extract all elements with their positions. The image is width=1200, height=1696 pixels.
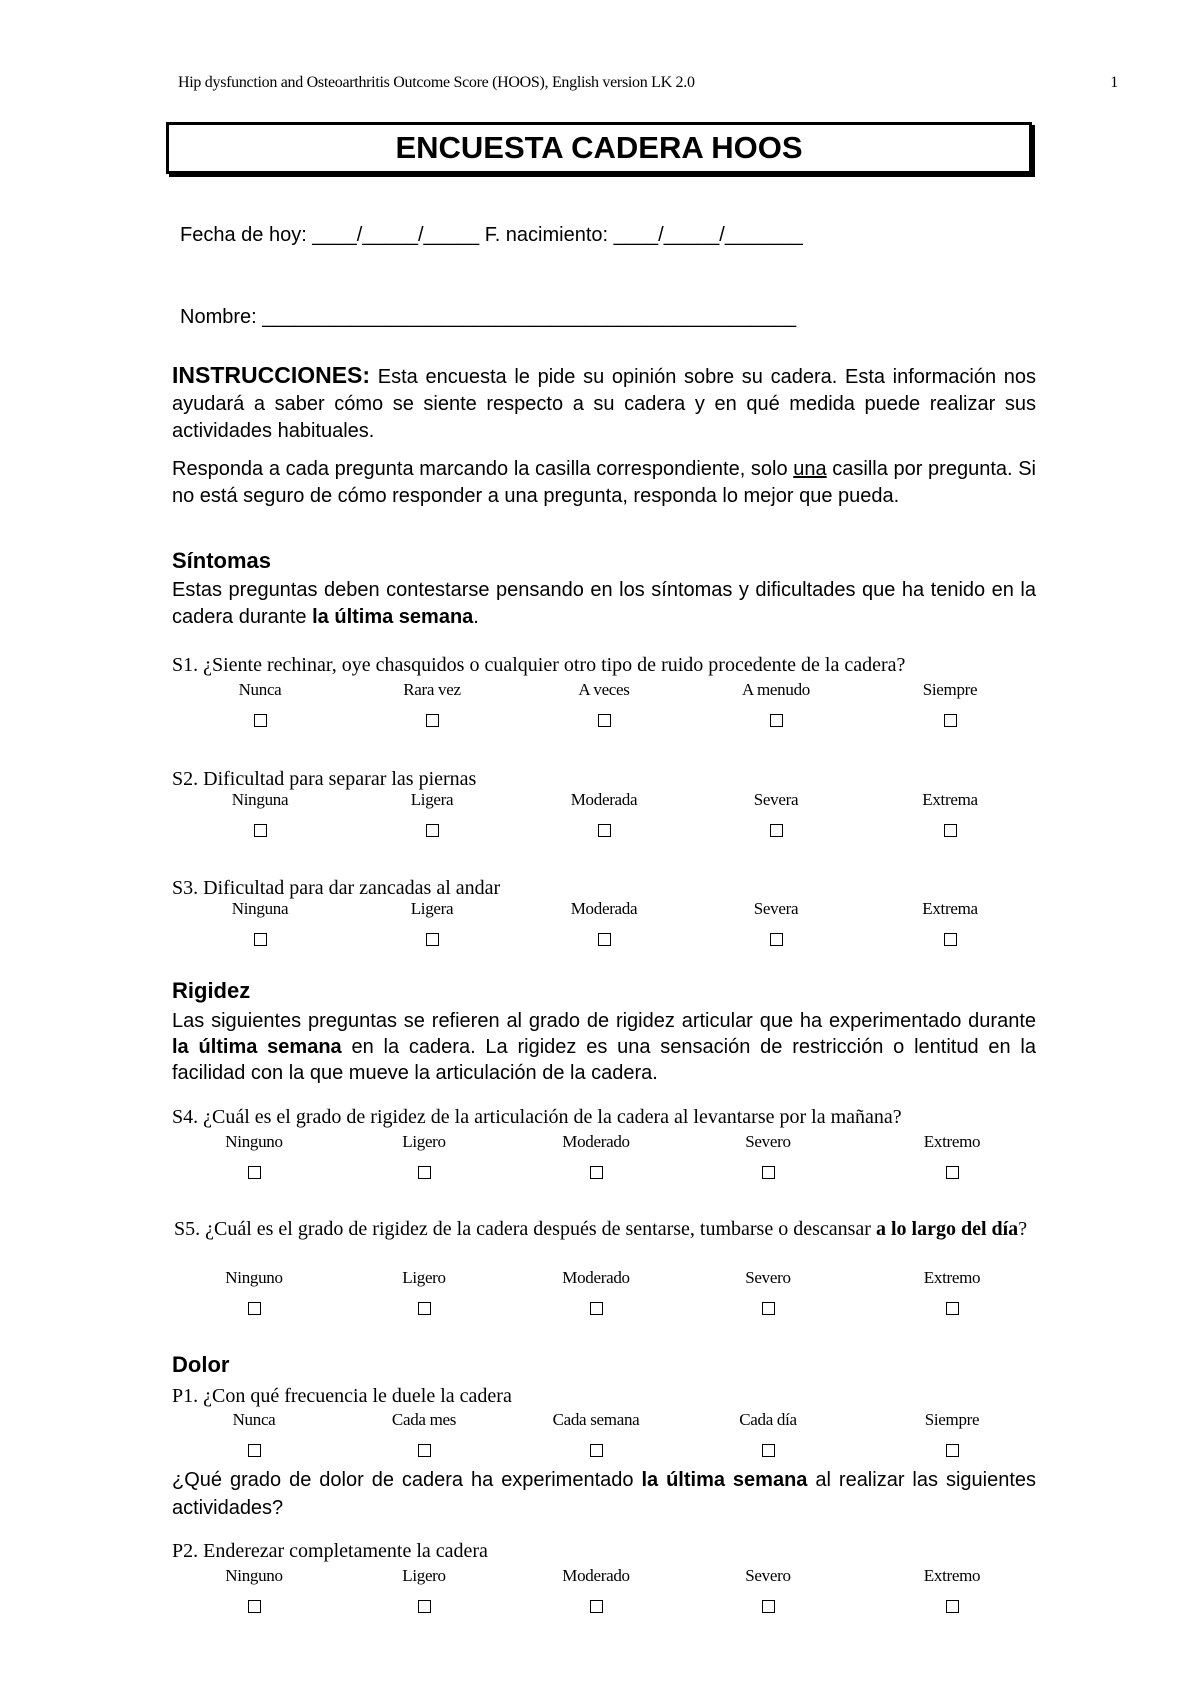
- options-p1: [172, 1410, 1072, 1470]
- option-label: Moderada: [570, 790, 638, 809]
- answer-checkbox[interactable]: [254, 933, 267, 946]
- answer-checkbox[interactable]: [418, 1166, 431, 1179]
- dolor-intro-c: al realizar las siguientes actividades?: [172, 1469, 1037, 1519]
- answer-checkbox[interactable]: [590, 1600, 603, 1613]
- answer-checkbox[interactable]: [418, 1600, 431, 1613]
- option-label: Extremo: [923, 1132, 981, 1151]
- question-p1: P1. ¿Con qué frecuencia le duele la cadera: [172, 1385, 512, 1407]
- answer-checkbox[interactable]: [944, 824, 957, 837]
- answer-checkbox[interactable]: [598, 933, 611, 946]
- answer-checkbox[interactable]: [770, 933, 783, 946]
- options-s1: [172, 680, 1072, 740]
- option-label: A menudo: [742, 680, 810, 699]
- instructions-text-1: Esta encuesta le pide su opinión sobre su cadera. Esta información nos ayudará a saber cómo se siente respecto a su cadera y en qué medida puede realizar sus actividades habituales.: [172, 366, 1036, 442]
- option-label: Cada día: [739, 1410, 797, 1429]
- option-label: Severa: [753, 899, 799, 918]
- option-label: Moderado: [562, 1566, 630, 1585]
- answer-checkbox[interactable]: [598, 714, 611, 727]
- answer-checkbox[interactable]: [770, 714, 783, 727]
- date-fields[interactable]: Fecha de hoy: ____/_____/_____ F. nacimiento: ____/_____/_______: [180, 224, 803, 246]
- dolor-intro-a: ¿Qué grado de dolor de cadera ha experimentado: [172, 1469, 642, 1491]
- option-label: Ligera: [410, 899, 454, 918]
- answer-checkbox[interactable]: [944, 933, 957, 946]
- option-label: Ligero: [402, 1132, 446, 1151]
- option-label: Ligera: [410, 790, 454, 809]
- answer-checkbox[interactable]: [248, 1444, 261, 1457]
- answer-checkbox[interactable]: [426, 933, 439, 946]
- answer-checkbox[interactable]: [598, 824, 611, 837]
- name-field[interactable]: Nombre: ________________________________________________: [180, 306, 797, 328]
- instructions-2: [172, 456, 1036, 510]
- form-title: ENCUESTA CADERA HOOS: [166, 122, 1032, 174]
- option-label: Extrema: [922, 899, 978, 918]
- option-label: Moderado: [562, 1268, 630, 1287]
- answer-checkbox[interactable]: [426, 714, 439, 727]
- rigidez-intro-bold: la última semana: [172, 1036, 342, 1058]
- dolor-intro-bold: la última semana: [641, 1469, 808, 1491]
- answer-checkbox[interactable]: [590, 1166, 603, 1179]
- option-label: Moderado: [562, 1132, 630, 1151]
- sintomas-intro-a: Estas preguntas deben contestarse pensando en los síntomas y dificultades que ha tenido en la cadera durante: [172, 579, 1036, 628]
- answer-checkbox[interactable]: [418, 1444, 431, 1457]
- option-label: Ninguno: [225, 1566, 283, 1585]
- option-label: Cada mes: [391, 1410, 457, 1429]
- option-label: Rara vez: [403, 680, 461, 699]
- option-label: A veces: [578, 680, 630, 699]
- sintomas-intro-bold: la última semana: [312, 606, 474, 628]
- answer-checkbox[interactable]: [946, 1444, 959, 1457]
- answer-checkbox[interactable]: [590, 1302, 603, 1315]
- answer-checkbox[interactable]: [254, 824, 267, 837]
- rigidez-intro-a: Las siguientes preguntas se refieren al grado de rigidez articular que ha experimentado durante: [172, 1010, 1036, 1032]
- rigidez-intro: [172, 1008, 1036, 1086]
- option-label: Ninguno: [225, 1268, 283, 1287]
- question-s2: S2. Dificultad para separar las piernas: [172, 768, 477, 790]
- section-title-sintomas: Síntomas: [172, 548, 272, 573]
- option-label: Nunca: [238, 680, 282, 699]
- instructions-text-2b: casilla por pregunta. Si no está seguro de cómo responder a una pregunta, responda lo mejor que pueda.: [172, 458, 1036, 507]
- option-label: Ninguno: [225, 1132, 283, 1151]
- answer-checkbox[interactable]: [946, 1166, 959, 1179]
- option-label: Nunca: [232, 1410, 276, 1429]
- options-s5: [172, 1268, 1072, 1328]
- answer-checkbox[interactable]: [418, 1302, 431, 1315]
- answer-checkbox[interactable]: [946, 1302, 959, 1315]
- option-label: Severo: [745, 1268, 791, 1287]
- option-label: Siempre: [922, 680, 978, 699]
- answer-checkbox[interactable]: [762, 1166, 775, 1179]
- option-label: Severo: [745, 1566, 791, 1585]
- question-p2: P2. Enderezar completamente la cadera: [172, 1540, 488, 1562]
- answer-checkbox[interactable]: [248, 1166, 261, 1179]
- option-label: Ligero: [402, 1566, 446, 1585]
- option-label: Ninguna: [231, 899, 289, 918]
- options-s4: [172, 1132, 1072, 1192]
- answer-checkbox[interactable]: [590, 1444, 603, 1457]
- option-label: Extrema: [922, 790, 978, 809]
- dolor-intro: [172, 1466, 1036, 1522]
- sintomas-intro-c: .: [473, 606, 479, 628]
- section-title-dolor: Dolor: [172, 1352, 230, 1377]
- answer-checkbox[interactable]: [762, 1302, 775, 1315]
- option-label: Ligero: [402, 1268, 446, 1287]
- option-label: Ninguna: [231, 790, 289, 809]
- answer-checkbox[interactable]: [248, 1600, 261, 1613]
- answer-checkbox[interactable]: [770, 824, 783, 837]
- answer-checkbox[interactable]: [426, 824, 439, 837]
- question-s5-a: S5. ¿Cuál es el grado de rigidez de la cadera después de sentarse, tumbarse o descansar: [174, 1218, 876, 1240]
- question-s5: [174, 1216, 1094, 1242]
- sintomas-intro: [172, 577, 1036, 631]
- answer-checkbox[interactable]: [762, 1600, 775, 1613]
- section-title-rigidez: Rigidez: [172, 978, 251, 1003]
- question-s3: S3. Dificultad para dar zancadas al andar: [172, 877, 501, 899]
- answer-checkbox[interactable]: [248, 1302, 261, 1315]
- answer-checkbox[interactable]: [944, 714, 957, 727]
- option-label: Siempre: [924, 1410, 980, 1429]
- option-label: Severo: [745, 1132, 791, 1151]
- answer-checkbox[interactable]: [946, 1600, 959, 1613]
- options-p2: [172, 1566, 1072, 1626]
- options-s3: [172, 899, 1072, 959]
- answer-checkbox[interactable]: [762, 1444, 775, 1457]
- question-s4: S4. ¿Cuál es el grado de rigidez de la articulación de la cadera al levantarse por la mañana?: [172, 1106, 902, 1128]
- instructions-title: INSTRUCCIONES:: [172, 362, 371, 388]
- option-label: Moderada: [570, 899, 638, 918]
- instructions: [172, 362, 1036, 445]
- option-label: Cada semana: [552, 1410, 640, 1429]
- header-text: Hip dysfunction and Osteoarthritis Outcome Score (HOOS), English version LK 2.0: [178, 74, 695, 91]
- page-number: 1: [1110, 74, 1118, 91]
- option-label: Extremo: [923, 1566, 981, 1585]
- instructions-underline: una: [793, 458, 827, 480]
- rigidez-intro-c: en la cadera. La rigidez es una sensación de restricción o lentitud en la facilidad con la que mueve la articulación de la cadera.: [172, 1036, 1036, 1084]
- options-s2: [172, 790, 1072, 850]
- answer-checkbox[interactable]: [254, 714, 267, 727]
- page-header: [178, 74, 1118, 92]
- option-label: Severa: [753, 790, 799, 809]
- option-label: Extremo: [923, 1268, 981, 1287]
- instructions-text-2a: Responda a cada pregunta marcando la casilla correspondiente, solo: [172, 458, 794, 480]
- question-s5-bold: a lo largo del día: [875, 1218, 1019, 1240]
- question-s1: S1. ¿Siente rechinar, oye chasquidos o cualquier otro tipo de ruido procedente de la cadera?: [172, 654, 906, 676]
- question-s5-c: ?: [1018, 1218, 1028, 1240]
